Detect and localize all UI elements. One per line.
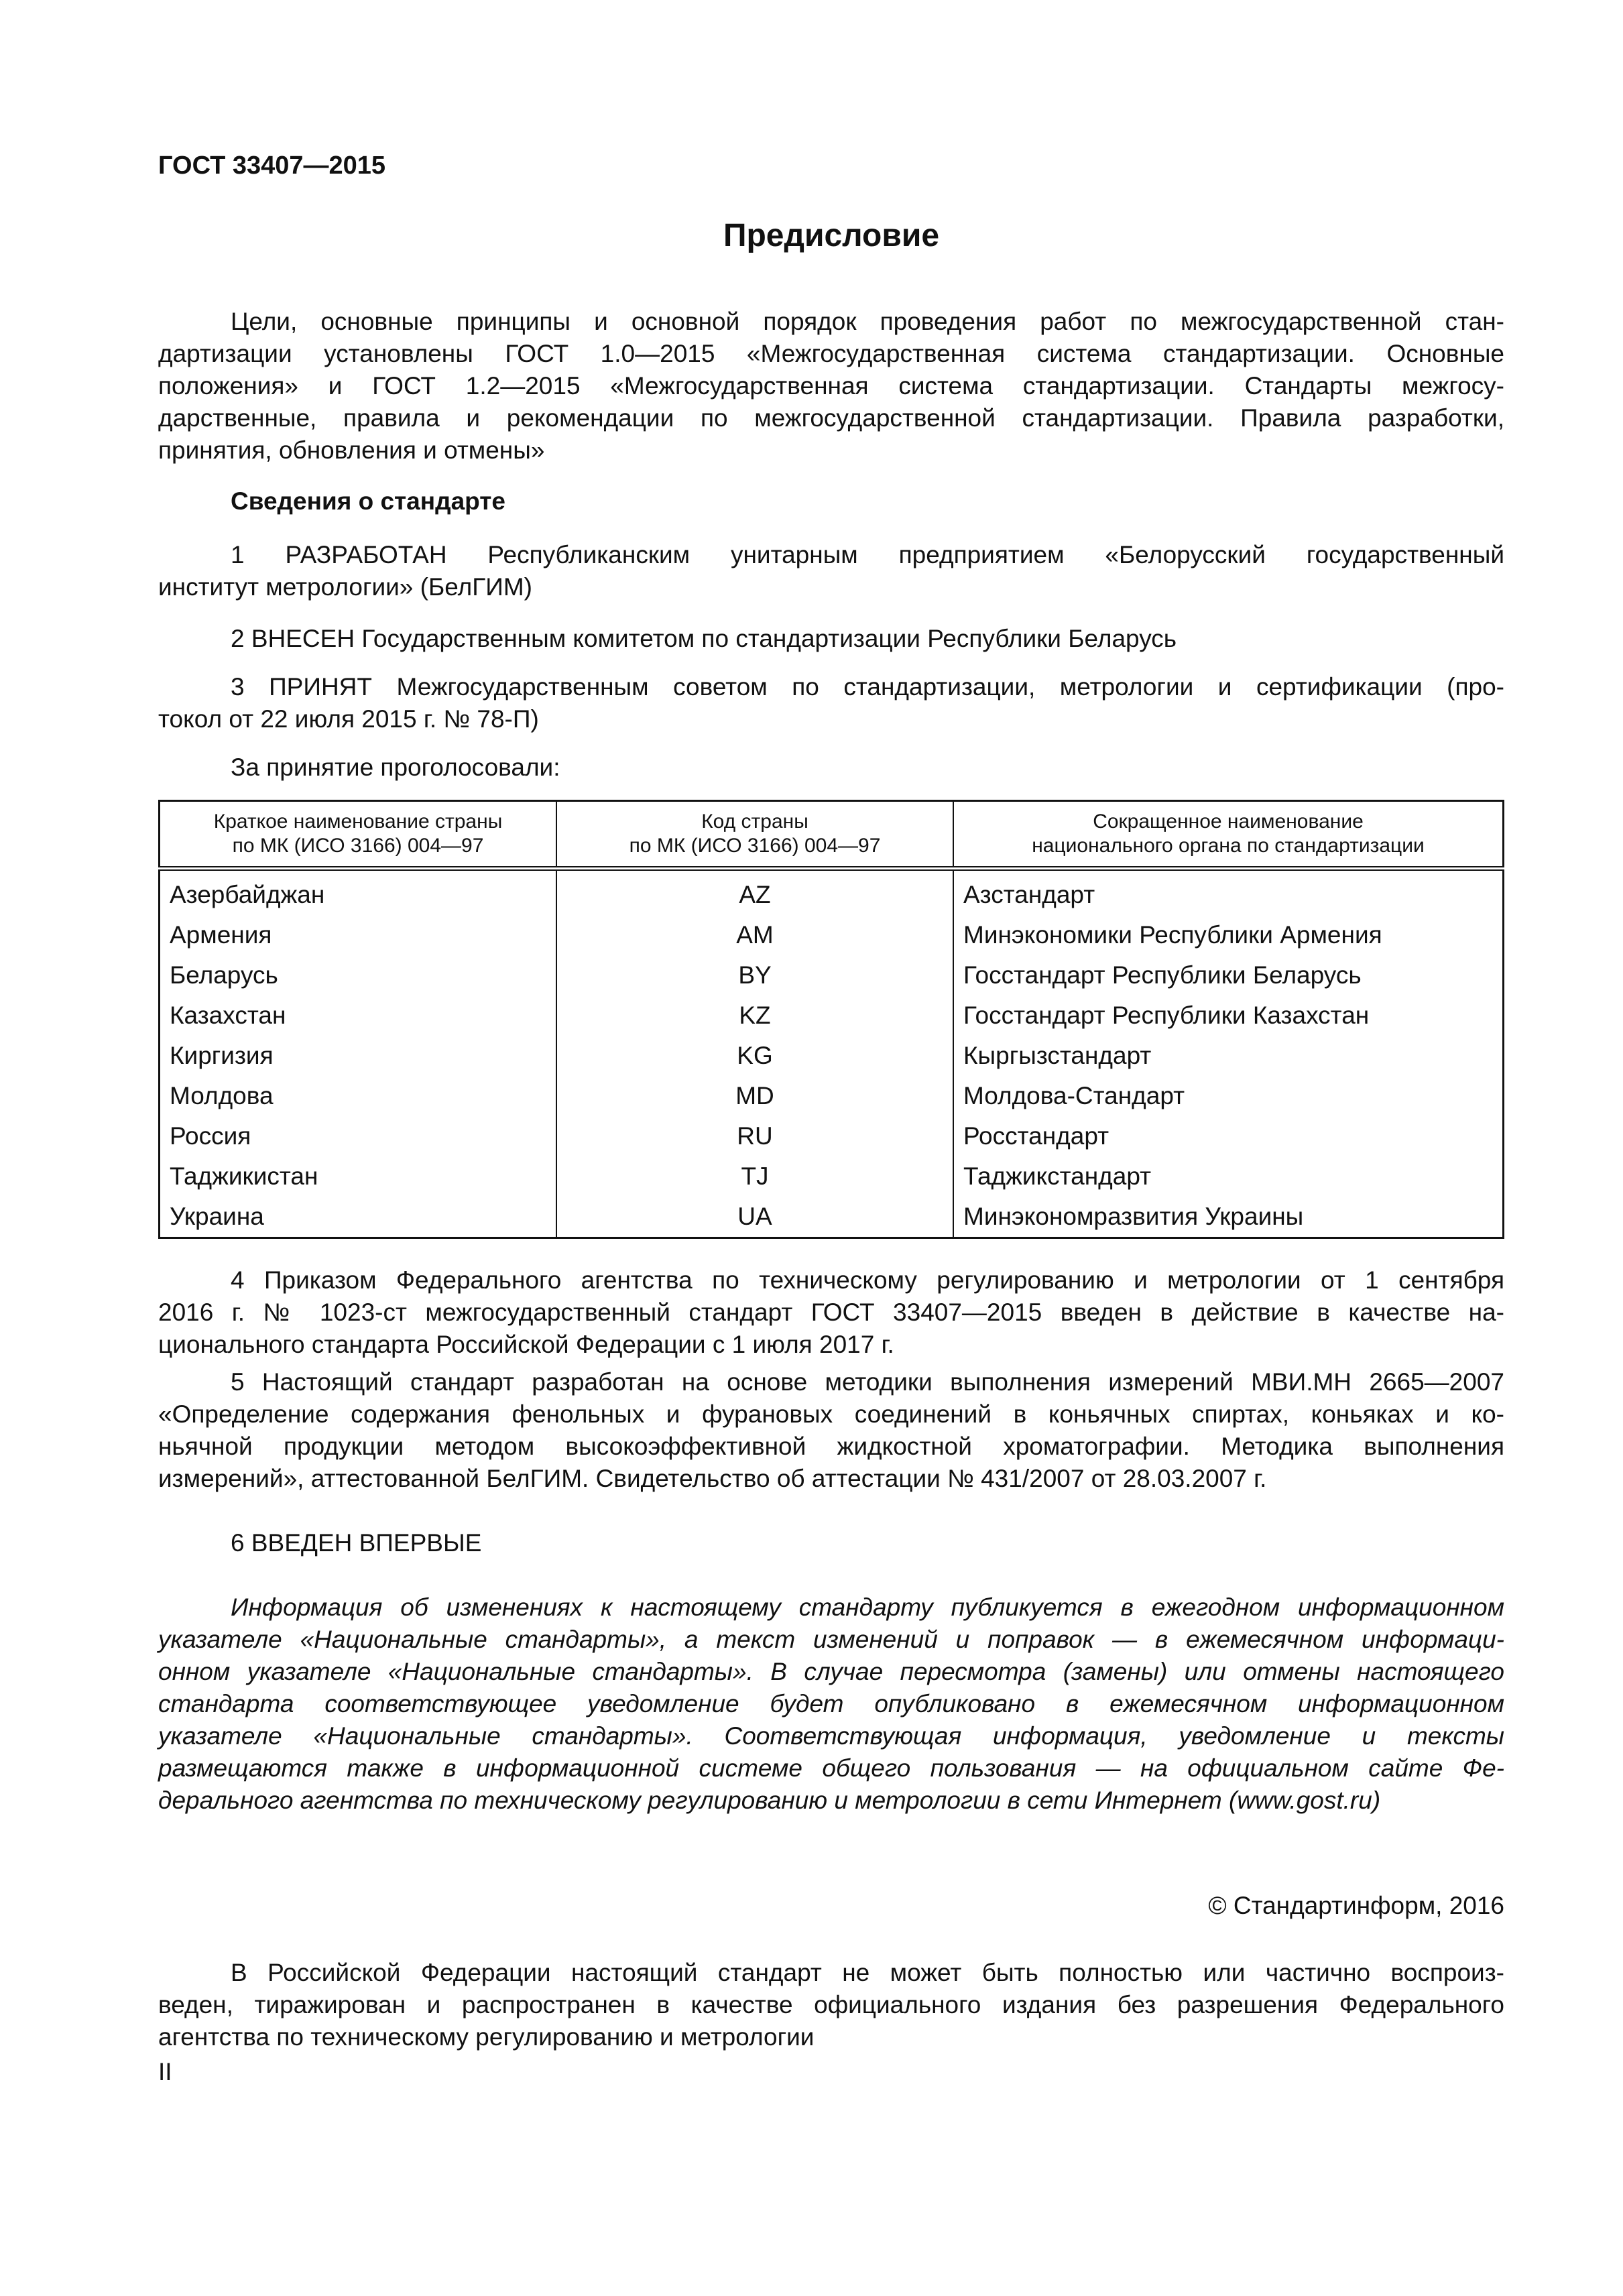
cell-code: RU [556, 1116, 953, 1156]
cell-code: TJ [556, 1156, 953, 1197]
header-code [556, 801, 953, 869]
text-line: принятия, обновления и отмены» [158, 436, 545, 464]
text-line: 1 РАЗРАБОТАН Республиканским унитарным предприятием «Белорусский государственный [231, 541, 1504, 568]
text-line: дартизации установлены ГОСТ 1.0—2015 «Межгосударственная система стандартизации. Основные [158, 340, 1504, 367]
item-6-first-introduced [158, 1527, 1504, 1559]
cell-body: Таджикстандарт [953, 1156, 1504, 1197]
cell-body: Молдова-Стандарт [953, 1076, 1504, 1116]
header-body [953, 801, 1504, 869]
cell-country: Россия [170, 1122, 251, 1150]
cell-code: BY [556, 955, 953, 995]
table-header-row [160, 801, 1504, 869]
table-row [160, 1076, 1504, 1116]
table-row [160, 1156, 1504, 1197]
cell-code: AZ [556, 869, 953, 916]
table-row [160, 869, 1504, 916]
table-row [160, 915, 1504, 955]
text-line: В Российской Федерации настоящий стандарт не может быть полностью или частично воспроиз- [231, 1959, 1504, 1986]
text-line: «Определение содержания фенольных и фурановых соединений в коньячных спиртах, коньяках и ко- [158, 1400, 1504, 1428]
cell-country: Армения [170, 921, 272, 949]
cell-body: Азстандарт [953, 869, 1504, 916]
item-1-developed [158, 539, 1504, 603]
cell-country: Молдова [170, 1082, 274, 1109]
vote-label [158, 751, 1504, 784]
cell-country: Таджикистан [170, 1162, 318, 1190]
text-line: веден, тиражирован и распространен в качестве официального издания без разрешения Федерального [158, 1991, 1504, 2018]
voting-countries-table [158, 800, 1504, 1239]
cell-country: Беларусь [170, 961, 278, 989]
table-row [160, 955, 1504, 995]
text-line: 6 ВВЕДЕН ВПЕРВЫЕ [231, 1529, 482, 1557]
header-line: по МК (ИСО 3166) 004—97 [629, 835, 881, 857]
header-line: Код страны [701, 810, 808, 833]
table-row [160, 1197, 1504, 1238]
cell-code: MD [556, 1076, 953, 1116]
text-line: токол от 22 июля 2015 г. № 78-П) [158, 705, 539, 733]
vote-label-text: За принятие проголосовали: [231, 753, 560, 781]
text-line: измерений», аттестованной БелГИМ. Свидетельство об аттестации № 431/2007 от 28.03.2007 г. [158, 1465, 1267, 1492]
item-3-adopted [158, 671, 1504, 735]
info-heading [158, 485, 1504, 518]
text-line: 5 Настоящий стандарт разработан на основе методики выполнения измерений МВИ.МН 2665—2007 [231, 1368, 1504, 1396]
text-line: агентства по техническому регулированию и метрологии [158, 2023, 815, 2051]
info-heading-text: Сведения о стандарте [231, 487, 505, 515]
item-4-order [158, 1264, 1504, 1361]
cell-body: Росстандарт [953, 1116, 1504, 1156]
cell-code: KG [556, 1036, 953, 1076]
header-line: Сокращенное наименование [1093, 810, 1364, 833]
cell-country: Киргизия [170, 1042, 274, 1069]
text-line: ньячной продукции методом высокоэффективной жидкостной хроматографии. Методика выполнения [158, 1433, 1504, 1460]
cell-code: AM [556, 915, 953, 955]
header-line: Краткое наименование страны [213, 810, 503, 833]
cell-body: Кыргызстандарт [953, 1036, 1504, 1076]
text-line: дерального агентства по техническому регулированию и метрологии в сети Интернет (www.gost.ru) [158, 1787, 1381, 1814]
table-row [160, 1116, 1504, 1156]
header-line: национального органа по стандартизации [1032, 835, 1425, 857]
page-title: Предисловие [723, 218, 940, 253]
intro-paragraph [158, 306, 1504, 467]
cell-country: Казахстан [170, 1002, 286, 1029]
text-line: 2 ВНЕСЕН Государственным комитетом по стандартизации Республики Беларусь [231, 625, 1177, 652]
text-line: онном указателе «Национальные стандарты». В случае пересмотра (замены) или отмены настоящего [158, 1658, 1504, 1685]
copyright: © Стандартинформ, 2016 [1208, 1892, 1504, 1919]
text-line: 3 ПРИНЯТ Межгосударственным советом по стандартизации, метрологии и сертификации (про- [231, 673, 1504, 701]
text-line: указателе «Национальные стандарты», а текст изменений и поправок — в ежемесячном информаци- [158, 1626, 1504, 1653]
text-line: размещаются также в информационной системе общего пользования — на официальном сайте Фе- [158, 1754, 1504, 1782]
header-country [160, 801, 557, 869]
cell-code: UA [556, 1197, 953, 1238]
legal-notice [158, 1957, 1504, 2053]
cell-country: Украина [170, 1203, 264, 1230]
header-line: по МК (ИСО 3166) 004—97 [232, 835, 484, 857]
text-line: ционального стандарта Российской Федерации с 1 июля 2017 г. [158, 1331, 894, 1358]
cell-body: Минэкономразвития Украины [953, 1197, 1504, 1238]
text-line: указателе «Национальные стандарты». Соответствующая информация, уведомление и тексты [158, 1722, 1504, 1750]
text-line: дарственные, правила и рекомендации по межгосударственной стандартизации. Правила разработки, [158, 404, 1504, 432]
page-number: II [158, 2058, 172, 2086]
cell-body: Госстандарт Республики Казахстан [953, 995, 1504, 1036]
item-5-basis [158, 1366, 1504, 1495]
cell-body: Госстандарт Республики Беларусь [953, 955, 1504, 995]
text-line: положения» и ГОСТ 1.2—2015 «Межгосударственная система стандартизации. Стандарты межгосу- [158, 372, 1504, 400]
text-line: институт метрологии» (БелГИМ) [158, 573, 532, 601]
text-line: стандарта соответствующее уведомление будет опубликовано в ежемесячном информационном [158, 1690, 1504, 1717]
text-line: Информация об изменениях к настоящему стандарту публикуется в ежегодном информационном [231, 1593, 1504, 1621]
amendments-notice [158, 1591, 1504, 1817]
cell-code: KZ [556, 995, 953, 1036]
text-line: Цели, основные принципы и основной порядок проведения работ по межгосударственной стан- [231, 308, 1504, 335]
text-line: 4 Приказом Федерального агентства по техническому регулированию и метрологии от 1 сентября [231, 1266, 1504, 1294]
table-row [160, 995, 1504, 1036]
cell-country: Азербайджан [170, 881, 325, 908]
text-line: 2016 г. № 1023-ст межгосударственный стандарт ГОСТ 33407—2015 введен в действие в качестве на- [158, 1298, 1504, 1326]
cell-body: Минэкономики Республики Армения [953, 915, 1504, 955]
document-id: ГОСТ 33407—2015 [158, 152, 386, 180]
table-row [160, 1036, 1504, 1076]
item-2-introduced [158, 623, 1504, 655]
